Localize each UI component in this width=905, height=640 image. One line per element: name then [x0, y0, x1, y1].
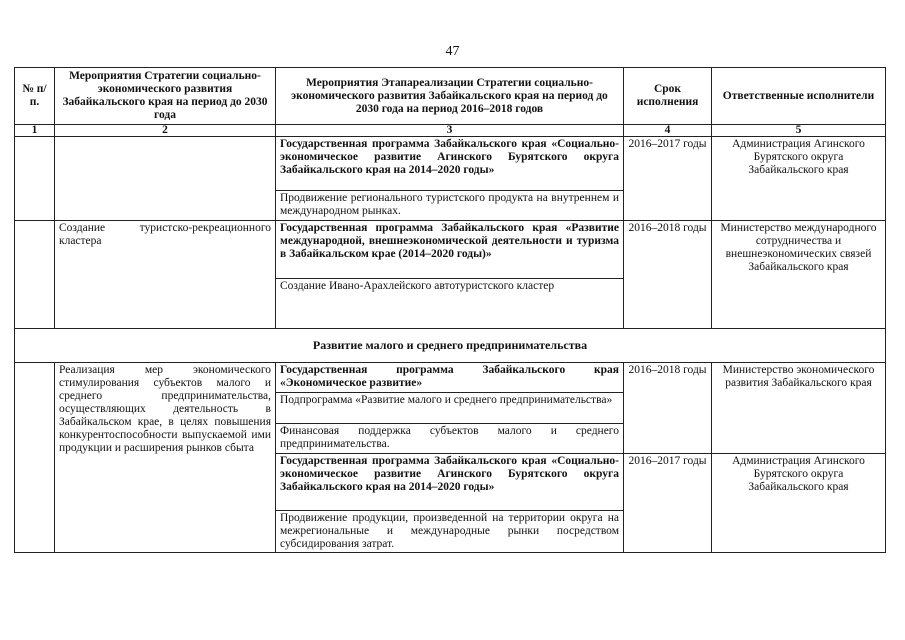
program-cell: Государственная программа Забайкальского края «Социально-экономическое развитие Агинского Бурятского округа Забайкальского края на 2014–2020 годы» [276, 454, 624, 511]
column-number: 3 [276, 125, 624, 137]
table-header-row [15, 68, 886, 125]
term-cell: 2016–2017 годы [624, 454, 712, 553]
term-cell: 2016–2018 годы [624, 221, 712, 329]
header-term: Срок исполнения [624, 68, 712, 125]
header-number: № п/п. [15, 68, 55, 125]
header-strategy-measures: Мероприятия Стратегии социально-экономического развития Забайкальского края на период до 2030 года [55, 68, 276, 125]
column-number: 5 [712, 125, 886, 137]
section-row [15, 329, 886, 363]
row-number-cell [15, 137, 55, 221]
column-number: 1 [15, 125, 55, 137]
strategy-cell: Реализация мер экономического стимулирования субъектов малого и среднего предпринимательства, осуществляющих деятельность в Забайкальском крае, в целях повышения конкурентоспособности выпускаемой ими продукции и расширения рынков сбыта [55, 363, 276, 553]
column-number: 4 [624, 125, 712, 137]
program-cell: Государственная программа Забайкальского края «Развитие международной, внешнеэкономической деятельности и туризма в Забайкальском крае (2014–2020 годы)» [276, 221, 624, 279]
strategy-cell [55, 137, 276, 221]
page-number: 47 [445, 44, 460, 59]
responsible-cell: Министерство экономического развития Забайкальского края [712, 363, 886, 454]
program-cell: Государственная программа Забайкальского края «Экономическое развитие» [276, 363, 624, 393]
strategy-table [14, 67, 886, 553]
strategy-cell: Создание туристско-рекреационного кластера [55, 221, 276, 329]
responsible-cell: Администрация Агинского Бурятского округа Забайкальского края [712, 137, 886, 221]
column-number-row [15, 125, 886, 137]
row-number-cell [15, 221, 55, 329]
table-row [15, 221, 886, 279]
activity-cell: Продвижение регионального туристского продукта на внутреннем и международном рынках. [276, 191, 624, 221]
term-cell: 2016–2017 годы [624, 137, 712, 221]
responsible-cell: Министерство международного сотрудничества и внешнеэкономических связей Забайкальского края [712, 221, 886, 329]
subprogram-cell: Подпрограмма «Развитие малого и среднего предпринимательства» [276, 393, 624, 424]
section-title: Развитие малого и среднего предпринимательства [15, 329, 886, 363]
table-row [15, 137, 886, 191]
table-row [15, 363, 886, 393]
activity-cell: Финансовая поддержка субъектов малого и среднего предпринимательства. [276, 424, 624, 454]
program-cell: Государственная программа Забайкальского края «Социально-экономическое развитие Агинского Бурятского округа Забайкальского края на 2014–2020 годы» [276, 137, 624, 191]
header-responsible: Ответственные исполнители [712, 68, 886, 125]
term-cell: 2016–2018 годы [624, 363, 712, 454]
row-number-cell [15, 363, 55, 553]
activity-cell: Создание Ивано-Арахлейского автотуристского кластер [276, 279, 624, 329]
header-stage-measures: Мероприятия Этапареализации Стратегии социально-экономического развития Забайкальского края на период до 2030 года на период 2016–2018 годов [276, 68, 624, 125]
column-number: 2 [55, 125, 276, 137]
responsible-cell: Администрация Агинского Бурятского округа Забайкальского края [712, 454, 886, 553]
activity-cell: Продвижение продукции, произведенной на территории округа на межрегиональные и международные рынки посредством субсидирования затрат. [276, 511, 624, 553]
